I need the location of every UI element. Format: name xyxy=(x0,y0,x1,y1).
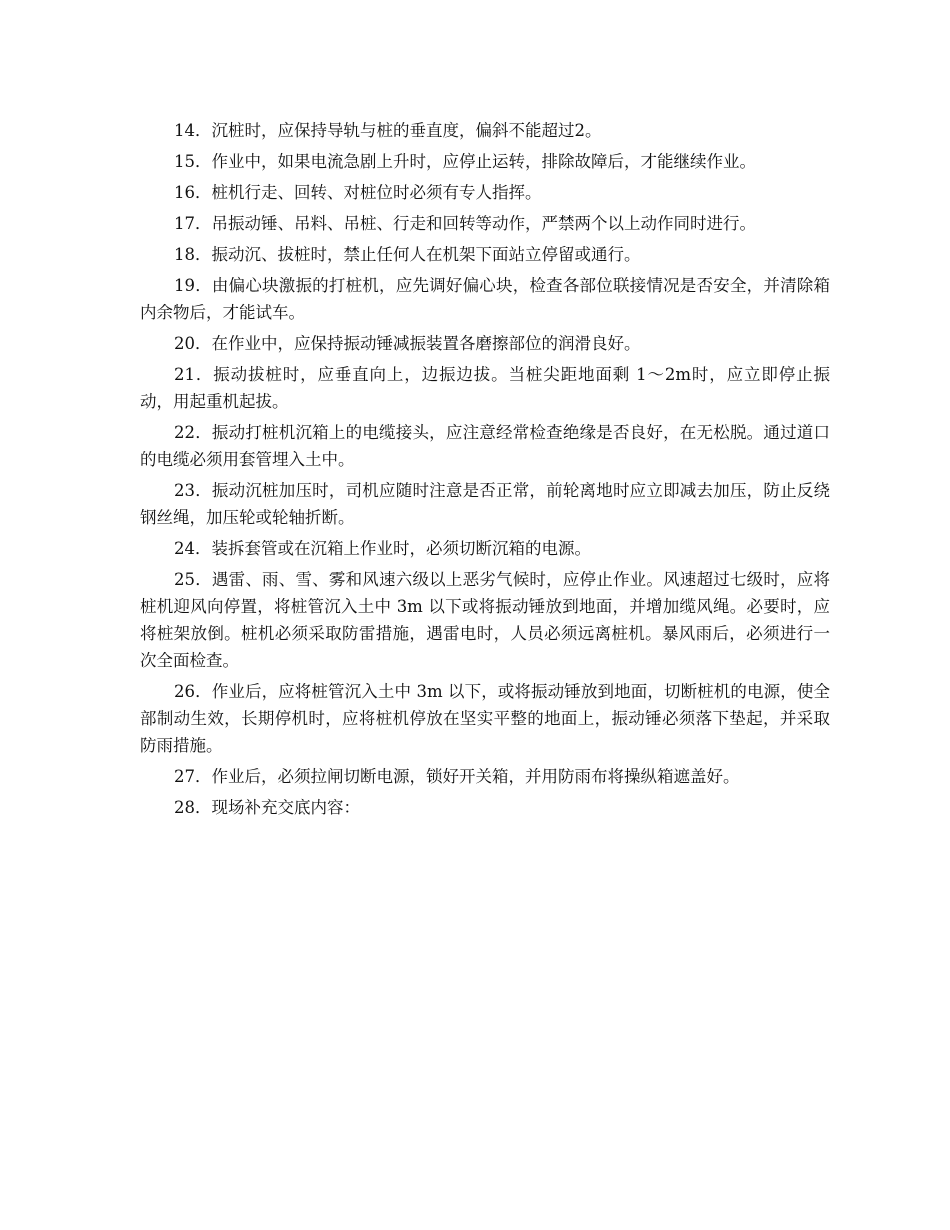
paragraph-26: 26．作业后，应将桩管沉入土中 3m 以下，或将振动锤放到地面，切断桩机的电源，使全部制动生效，长期停机时，应将桩机停放在坚实平整的地面上，振动锤必须落下垫起，并采取防雨措施。 xyxy=(140,682,830,755)
paragraph-16: 16．桩机行走、回转、对桩位时必须有专人指挥。 xyxy=(174,183,542,202)
paragraph-18: 18．振动沉、拔桩时，禁止任何人在机架下面站立停留或通行。 xyxy=(174,245,641,264)
paragraph-22: 22．振动打桩机沉箱上的电缆接头，应注意经常检查绝缘是否良好，在无松脱。通过道口的电缆必须用套管埋入土中。 xyxy=(140,423,830,469)
paragraph-17: 17．吊振动锤、吊料、吊桩、行走和回转等动作，严禁两个以上动作同时进行。 xyxy=(174,214,756,233)
paragraph-19: 19．由偏心块激振的打桩机，应先调好偏心块，检查各部位联接情况是否安全，并清除箱内余物后，才能试车。 xyxy=(140,276,830,322)
paragraph-20: 20．在作业中，应保持振动锤减振装置各磨擦部位的润滑良好。 xyxy=(174,334,641,353)
paragraph-25: 25．遇雷、雨、雪、雾和风速六级以上恶劣气候时，应停止作业。风速超过七级时，应将桩机迎风向停置，将桩管沉入土中 3m 以下或将振动锤放到地面，并增加缆风绳。必要时，应将桩架放倒。桩机必须采取防雷措施，遇雷电时，人员必须远离桩机。暴风雨后，必须进行一次全面检查。 xyxy=(140,570,830,670)
paragraph-23: 23．振动沉桩加压时，司机应随时注意是否正常，前轮离地时应立即减去加压，防止反绕钢丝绳，加压轮或轮轴折断。 xyxy=(140,481,830,527)
paragraph-21: 21．振动拔桩时，应垂直向上，边振边拔。当桩尖距地面剩 1～2m时，应立即停止振动，用起重机起拔。 xyxy=(140,365,830,411)
paragraph-15: 15．作业中，如果电流急剧上升时，应停止运转，排除故障后，才能继续作业。 xyxy=(174,152,756,171)
paragraph-27: 27．作业后，必须拉闸切断电源，锁好开关箱，并用防雨布将操纵箱遮盖好。 xyxy=(174,767,740,786)
paragraph-28: 28．现场补充交底内容： xyxy=(174,798,360,817)
document-page xyxy=(140,117,830,825)
paragraph-14: 14．沉桩时，应保持导轨与桩的垂直度，偏斜不能超过2。 xyxy=(174,121,602,140)
paragraph-24: 24．装拆套管或在沉箱上作业时，必须切断沉箱的电源。 xyxy=(174,539,591,558)
